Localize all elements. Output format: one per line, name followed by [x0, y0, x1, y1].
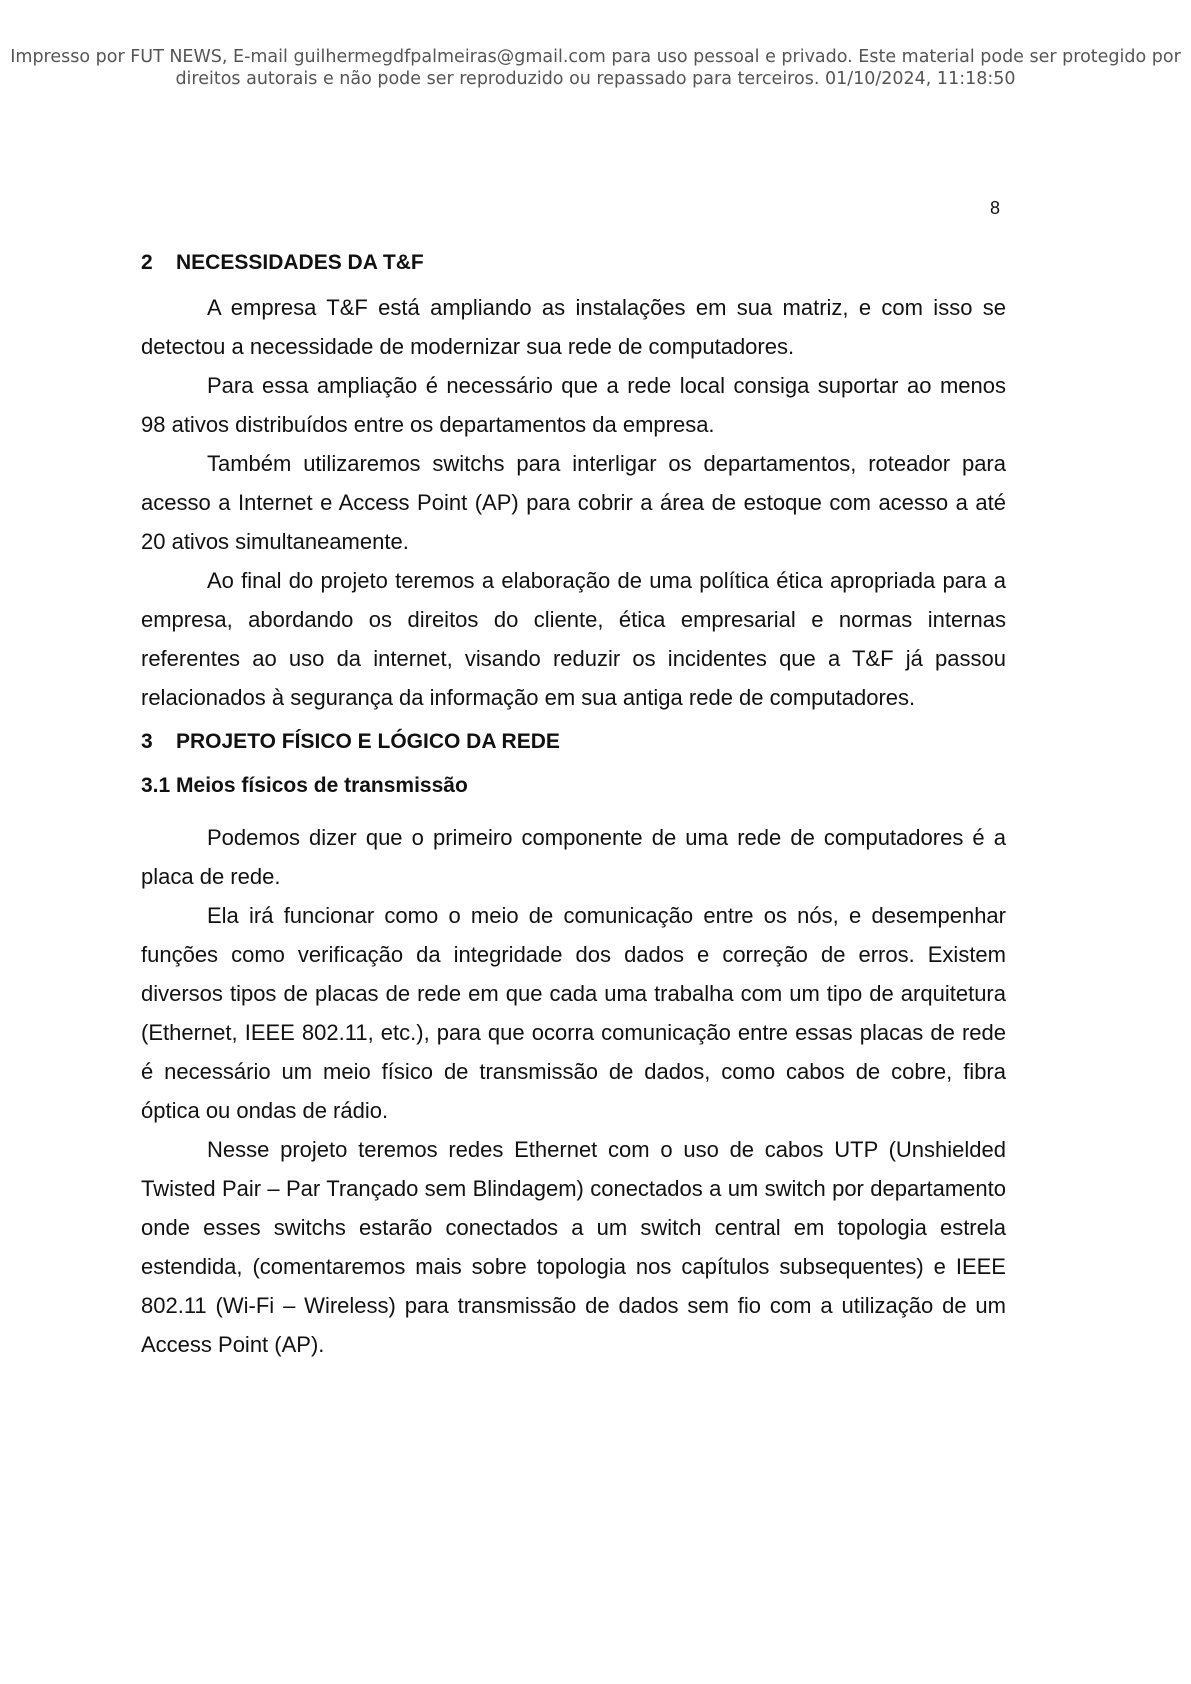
paragraph: Também utilizaremos switchs para interligar os departamentos, roteador para acesso a Internet e Access Point (AP) para cobrir a área de estoque com acesso a até 20 ativos simultaneamente. — [141, 451, 1006, 554]
paragraph: Ao final do projeto teremos a elaboração de uma política ética apropriada para a empresa, abordando os direitos do cliente, ética empresarial e normas internas referentes ao uso da internet, visando reduzir os incidentes que a T&F já passou relacionados à segurança da informação em sua antiga rede de computadores. — [141, 568, 1006, 710]
section-3-1-heading: 3.1 Meios físicos de transmissão — [141, 774, 468, 797]
section-3-heading — [141, 727, 1006, 757]
section-2-number: 2 — [141, 251, 153, 274]
watermark-line-1: Impresso por FUT NEWS, E-mail guilhermegdfpalmeiras@gmail.com para uso pessoal e privado. Este material pode ser protegido por — [10, 47, 1181, 67]
paragraph: Ela irá funcionar como o meio de comunicação entre os nós, e desempenhar funções como verificação da integridade dos dados e correção de erros. Existem diversos tipos de placas de rede em que cada uma trabalha com um tipo de arquitetura (Ethernet, IEEE 802.11, etc.), para que ocorra comunicação entre essas placas de rede é necessário um meio físico de transmissão de dados, como cabos de cobre, fibra óptica ou ondas de rádio. — [141, 903, 1006, 1123]
document-body — [141, 248, 1006, 1364]
page-number: 8 — [990, 198, 1001, 218]
section-2-title: NECESSIDADES DA T&F — [176, 251, 424, 274]
paragraph: Podemos dizer que o primeiro componente de uma rede de computadores é a placa de rede. — [141, 825, 1006, 889]
section-2-heading — [141, 248, 1006, 278]
paragraph: A empresa T&F está ampliando as instalações em sua matriz, e com isso se detectou a necessidade de modernizar sua rede de computadores. — [141, 295, 1006, 359]
section-3-title: PROJETO FÍSICO E LÓGICO DA REDE — [176, 730, 560, 753]
section-3-number: 3 — [141, 730, 153, 753]
print-watermark — [0, 46, 1191, 90]
watermark-line-2: direitos autorais e não pode ser reproduzido ou repassado para terceiros. 01/10/2024, 11:18:50 — [175, 69, 1016, 89]
paragraph: Para essa ampliação é necessário que a rede local consiga suportar ao menos 98 ativos distribuídos entre os departamentos da empresa. — [141, 373, 1006, 437]
paragraph: Nesse projeto teremos redes Ethernet com o uso de cabos UTP (Unshielded Twisted Pair – Par Trançado sem Blindagem) conectados a um switch por departamento onde esses switchs estarão conectados a um switch central em topologia estrela estendida, (comentaremos mais sobre topologia nos capítulos subsequentes) e IEEE 802.11 (Wi-Fi – Wireless) para transmissão de dados sem fio com a utilização de um Access Point (AP). — [141, 1137, 1006, 1357]
